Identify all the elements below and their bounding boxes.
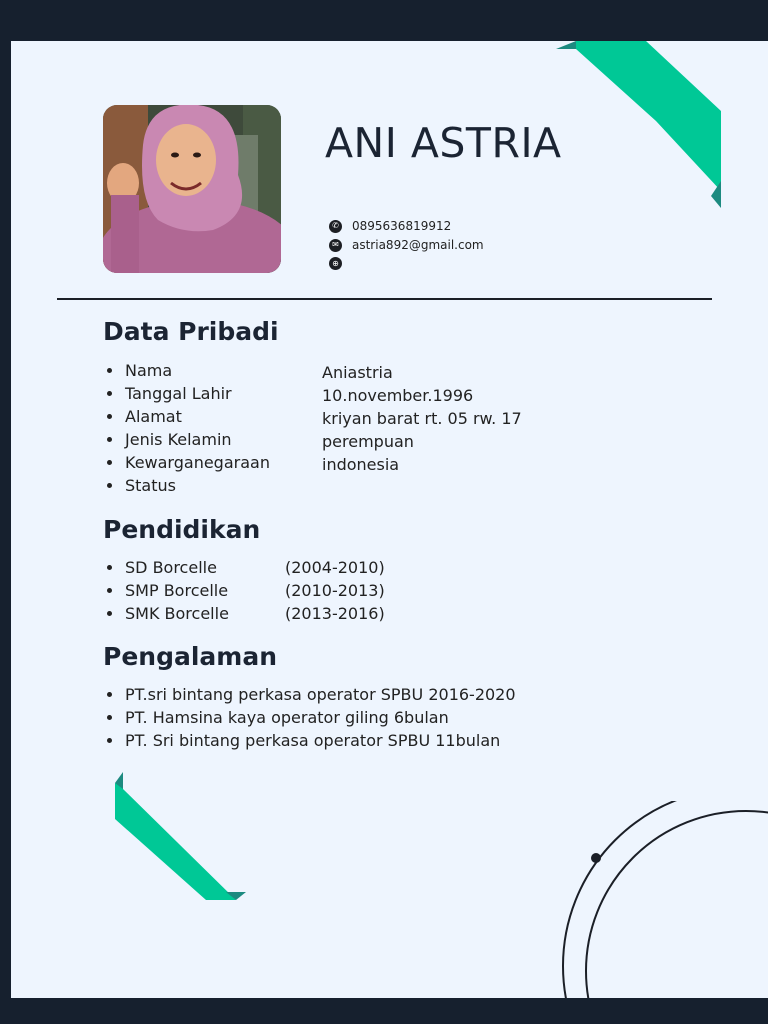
school-years: (2004-2010) bbox=[285, 558, 385, 577]
bullet bbox=[107, 692, 112, 697]
web-contact[interactable] bbox=[329, 257, 352, 270]
bullet bbox=[107, 437, 112, 442]
experience-row bbox=[107, 706, 449, 729]
header-divider bbox=[57, 298, 712, 300]
email-icon: ✉ bbox=[329, 239, 342, 252]
personal-row bbox=[107, 405, 182, 428]
personal-value: indonesia bbox=[322, 455, 400, 474]
personal-row bbox=[107, 451, 270, 474]
experience-text: PT. Hamsina kaya operator giling 6bulan bbox=[125, 708, 449, 727]
bullet bbox=[107, 414, 112, 419]
phone-number: 0895636819912 bbox=[352, 219, 452, 233]
education-row bbox=[107, 556, 217, 579]
personal-label: Status bbox=[125, 476, 176, 495]
top-ribbon-decoration bbox=[556, 41, 726, 211]
school-years: (2013-2016) bbox=[285, 604, 385, 623]
education-row bbox=[107, 602, 229, 625]
experience-row bbox=[107, 683, 516, 706]
bullet bbox=[107, 565, 112, 570]
education-row bbox=[107, 579, 228, 602]
personal-label: Alamat bbox=[125, 407, 182, 426]
personal-value: Aniastria bbox=[322, 363, 393, 382]
section-title-education: Pendidikan bbox=[103, 515, 261, 544]
personal-value: 10.november.1996 bbox=[322, 386, 474, 405]
person-name: ANI ASTRIA bbox=[325, 119, 562, 167]
experience-text: PT. Sri bintang perkasa operator SPBU 11bulan bbox=[125, 731, 501, 750]
phone-contact[interactable] bbox=[329, 219, 451, 233]
personal-row bbox=[107, 382, 232, 405]
personal-value: kriyan barat rt. 05 rw. 17 bbox=[322, 409, 522, 428]
email-contact[interactable] bbox=[329, 238, 484, 252]
experience-text: PT.sri bintang perkasa operator SPBU 2016-2020 bbox=[125, 685, 516, 704]
personal-label: Tanggal Lahir bbox=[125, 384, 232, 403]
bullet bbox=[107, 588, 112, 593]
school-name: SMP Borcelle bbox=[125, 581, 229, 600]
personal-row bbox=[107, 359, 172, 382]
bullet bbox=[107, 391, 112, 396]
resume-page bbox=[11, 41, 768, 998]
school-name: SD Borcelle bbox=[125, 558, 217, 577]
globe-icon: ⊕ bbox=[329, 257, 342, 270]
section-title-experience: Pengalaman bbox=[103, 642, 277, 671]
phone-icon: ✆ bbox=[329, 220, 342, 233]
bullet bbox=[107, 483, 112, 488]
personal-label: Jenis Kelamin bbox=[125, 430, 232, 449]
personal-row bbox=[107, 428, 232, 451]
bullet bbox=[107, 738, 112, 743]
bullet bbox=[107, 715, 112, 720]
personal-value: perempuan bbox=[322, 432, 414, 451]
bullet bbox=[107, 611, 112, 616]
email-address: astria892@gmail.com bbox=[352, 238, 484, 252]
bullet bbox=[107, 368, 112, 373]
bottom-ribbon-decoration bbox=[111, 769, 251, 904]
personal-label: Nama bbox=[125, 361, 173, 380]
profile-photo bbox=[103, 105, 281, 273]
circle-decoration bbox=[551, 801, 768, 998]
bullet bbox=[107, 460, 112, 465]
experience-row bbox=[107, 729, 500, 752]
school-name: SMK Borcelle bbox=[125, 604, 229, 623]
section-title-personal: Data Pribadi bbox=[103, 317, 279, 346]
personal-label: Kewarganegaraan bbox=[125, 453, 270, 472]
school-years: (2010-2013) bbox=[285, 581, 385, 600]
personal-row bbox=[107, 474, 176, 497]
